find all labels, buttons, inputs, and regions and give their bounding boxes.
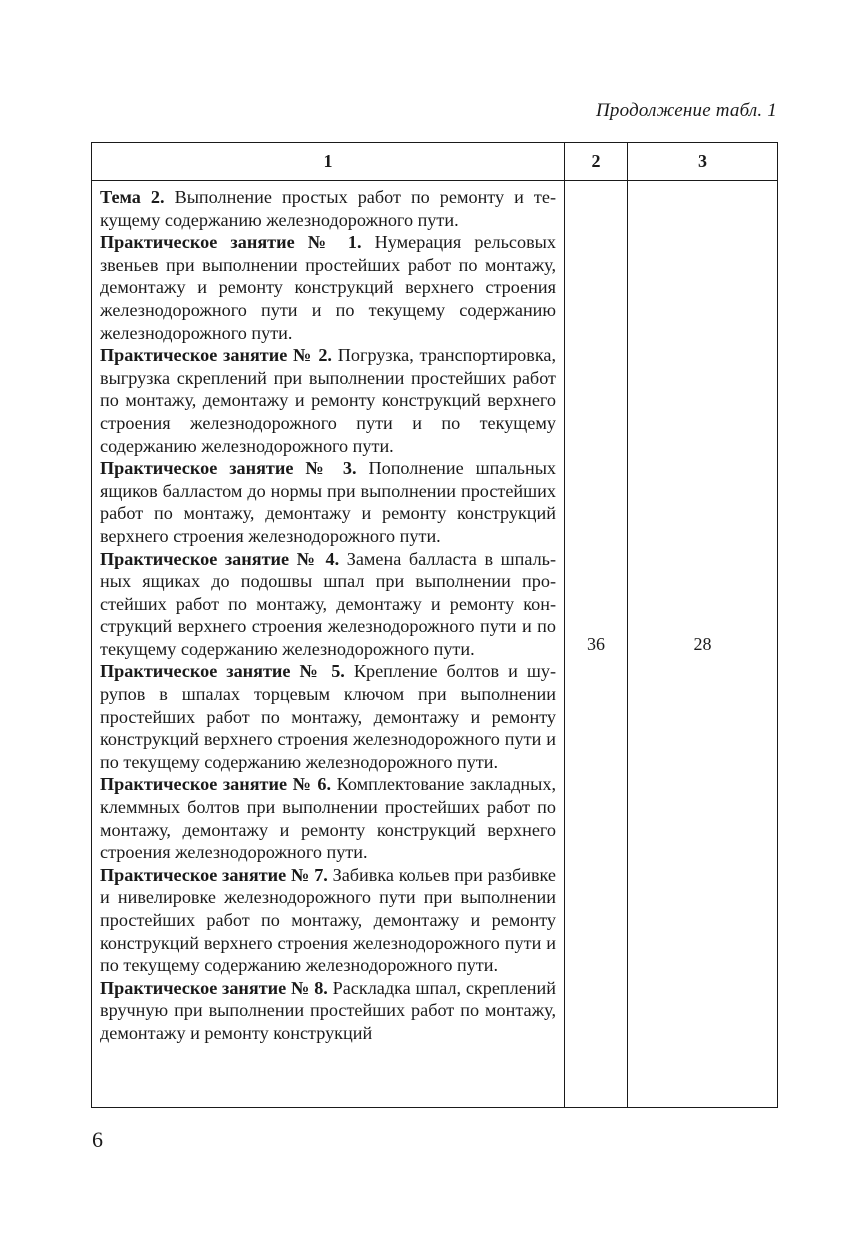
entry-label: Практическое занятие № 4. bbox=[100, 548, 340, 569]
entry-text: Погрузка, транспортировка, выгрузка скреплений при выполнении простейших работ по монтажу, демонтажу и ремонту конструкций верхнего строения железнодорожного пути и по текущему содержанию железнодорожного пути. bbox=[100, 345, 557, 456]
page-number: 6 bbox=[92, 1127, 103, 1152]
entry-label: Практическое занятие № 5. bbox=[100, 661, 345, 682]
topic-entry bbox=[100, 186, 556, 231]
entry-text: Пополнение шпальных ящиков балластом до нормы при выполнении простейших работ по монтажу, демонтажу и ремонту конструкций верхнего строения железнодорожного пути. bbox=[100, 458, 557, 546]
curriculum-table bbox=[91, 142, 778, 1108]
entry-text: Нумерация рельсовых звеньев при выполнении простейших работ по монтажу, демонтажу и ремонту конструкций верхнего строения железнодорожного пути и по текущему содержанию железнодорожного пути. bbox=[100, 232, 556, 343]
practical-lesson-entry bbox=[100, 457, 556, 547]
entry-label: Практическое занятие № 3. bbox=[100, 458, 357, 479]
table-header-row bbox=[92, 143, 778, 181]
entry-text: Комплектование закладных, клеммных болтов при выполнении простейших работ по монтажу, демонтажу и ремонту конструкций верхнего строения железнодорожного пути. bbox=[100, 774, 556, 863]
practical-lesson-entry bbox=[100, 231, 556, 344]
column-header-1: 1 bbox=[92, 143, 565, 181]
topic-description-cell bbox=[92, 181, 565, 1108]
table-row bbox=[92, 181, 778, 1108]
entry-label: Практическое занятие № 2. bbox=[100, 345, 332, 366]
practical-lesson-entry bbox=[100, 660, 556, 773]
practical-lesson-entry bbox=[100, 344, 556, 457]
practical-lesson-entry bbox=[100, 977, 556, 1045]
practical-lesson-entry bbox=[100, 548, 556, 661]
practical-hours-cell: 28 bbox=[628, 181, 778, 1108]
practical-lesson-entry bbox=[100, 773, 556, 863]
entry-label: Практическое занятие № 6. bbox=[100, 774, 332, 795]
entry-text: Раскладка шпал, скреплений вручную при выполнении простейших работ по монтажу, демонтажу и ремонту конструкций bbox=[100, 977, 556, 1043]
entries-list bbox=[100, 186, 556, 1045]
entry-text: Крепление болтов и шурупов в шпалах торцевым ключом при выполнении простейших работ по монтажу, демонтажу и ремонту конструкций верхнего строения железнодорожного пути и по текущему содержанию железнодорожного пути. bbox=[100, 661, 557, 772]
column-header-3: 3 bbox=[628, 143, 778, 181]
entry-text: Выполнение простых работ по ремонту и текущему содержанию железнодорожного пути. bbox=[100, 187, 556, 230]
entry-label: Практическое занятие № 1. bbox=[100, 232, 362, 253]
entry-label: Практическое занятие № 8. bbox=[100, 977, 328, 998]
practical-lesson-entry bbox=[100, 864, 556, 977]
table-continuation-caption: Продолжение табл. 1 bbox=[596, 100, 777, 121]
entry-text: Замена балласта в шпальных ящиках до подошвы шпал при выполнении простейших работ по монтажу, демонтажу и ремонту конструкций верхнего строения железнодорожного пути и по текущему содержанию железнодорожного пути. bbox=[100, 548, 557, 659]
entry-text: Забивка кольев при разбивке и нивелировке железнодорожного пути при выполнении простейших работ по монтажу, демонтажу и ремонту конструкций верхнего строения железнодорожного пути и по текущему содержанию железнодорожного пути. bbox=[100, 864, 556, 976]
column-header-2: 2 bbox=[565, 143, 628, 181]
entry-label: Практическое занятие № 7. bbox=[100, 864, 328, 885]
hours-cell: 36 bbox=[565, 181, 628, 1108]
entry-label: Тема 2. bbox=[100, 187, 165, 207]
